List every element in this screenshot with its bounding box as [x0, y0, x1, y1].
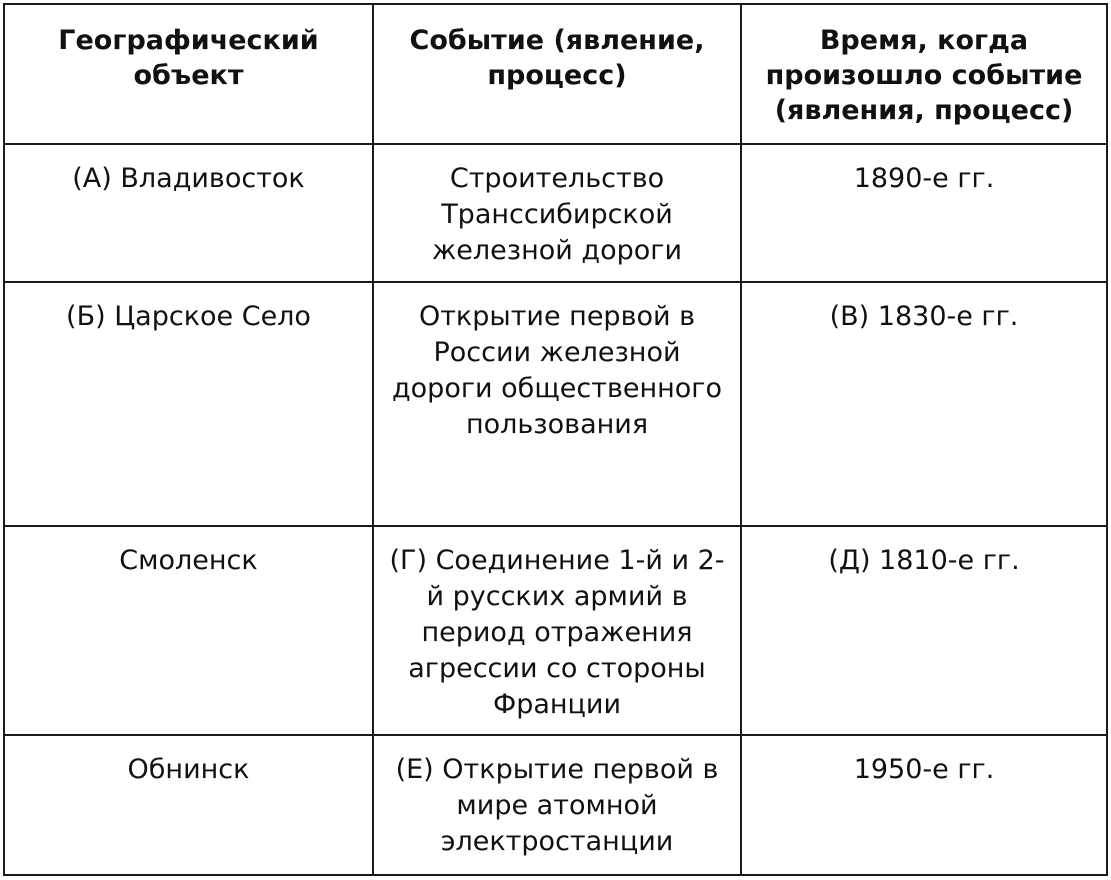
cell-time: (Д) 1810-е гг.	[741, 526, 1107, 735]
cell-object: (А) Владивосток	[4, 144, 373, 282]
cell-time: 1890-е гг.	[741, 144, 1107, 282]
cell-object: Обнинск	[4, 735, 373, 875]
table-row	[4, 282, 1107, 526]
header-row	[4, 4, 1107, 144]
table-row	[4, 144, 1107, 282]
header-event: Событие (явление, процесс)	[373, 4, 741, 144]
cell-event: Открытие первой в России железной дороги общественного пользования	[373, 282, 741, 526]
header-geographic-object: Географический объект	[4, 4, 373, 144]
events-table	[3, 3, 1108, 876]
cell-event: (Е) Открытие первой в мире атомной электростанции	[373, 735, 741, 875]
cell-event: (Г) Соединение 1-й и 2-й русских армий в период отражения агрессии со стороны Франции	[373, 526, 741, 735]
header-time: Время, когда произошло событие (явления, процесс)	[741, 4, 1107, 144]
table-row	[4, 735, 1107, 875]
table-row	[4, 526, 1107, 735]
cell-time: (В) 1830-е гг.	[741, 282, 1107, 526]
cell-time: 1950-е гг.	[741, 735, 1107, 875]
cell-event: Строительство Транссибирской железной дороги	[373, 144, 741, 282]
cell-object: Смоленск	[4, 526, 373, 735]
cell-object: (Б) Царское Село	[4, 282, 373, 526]
